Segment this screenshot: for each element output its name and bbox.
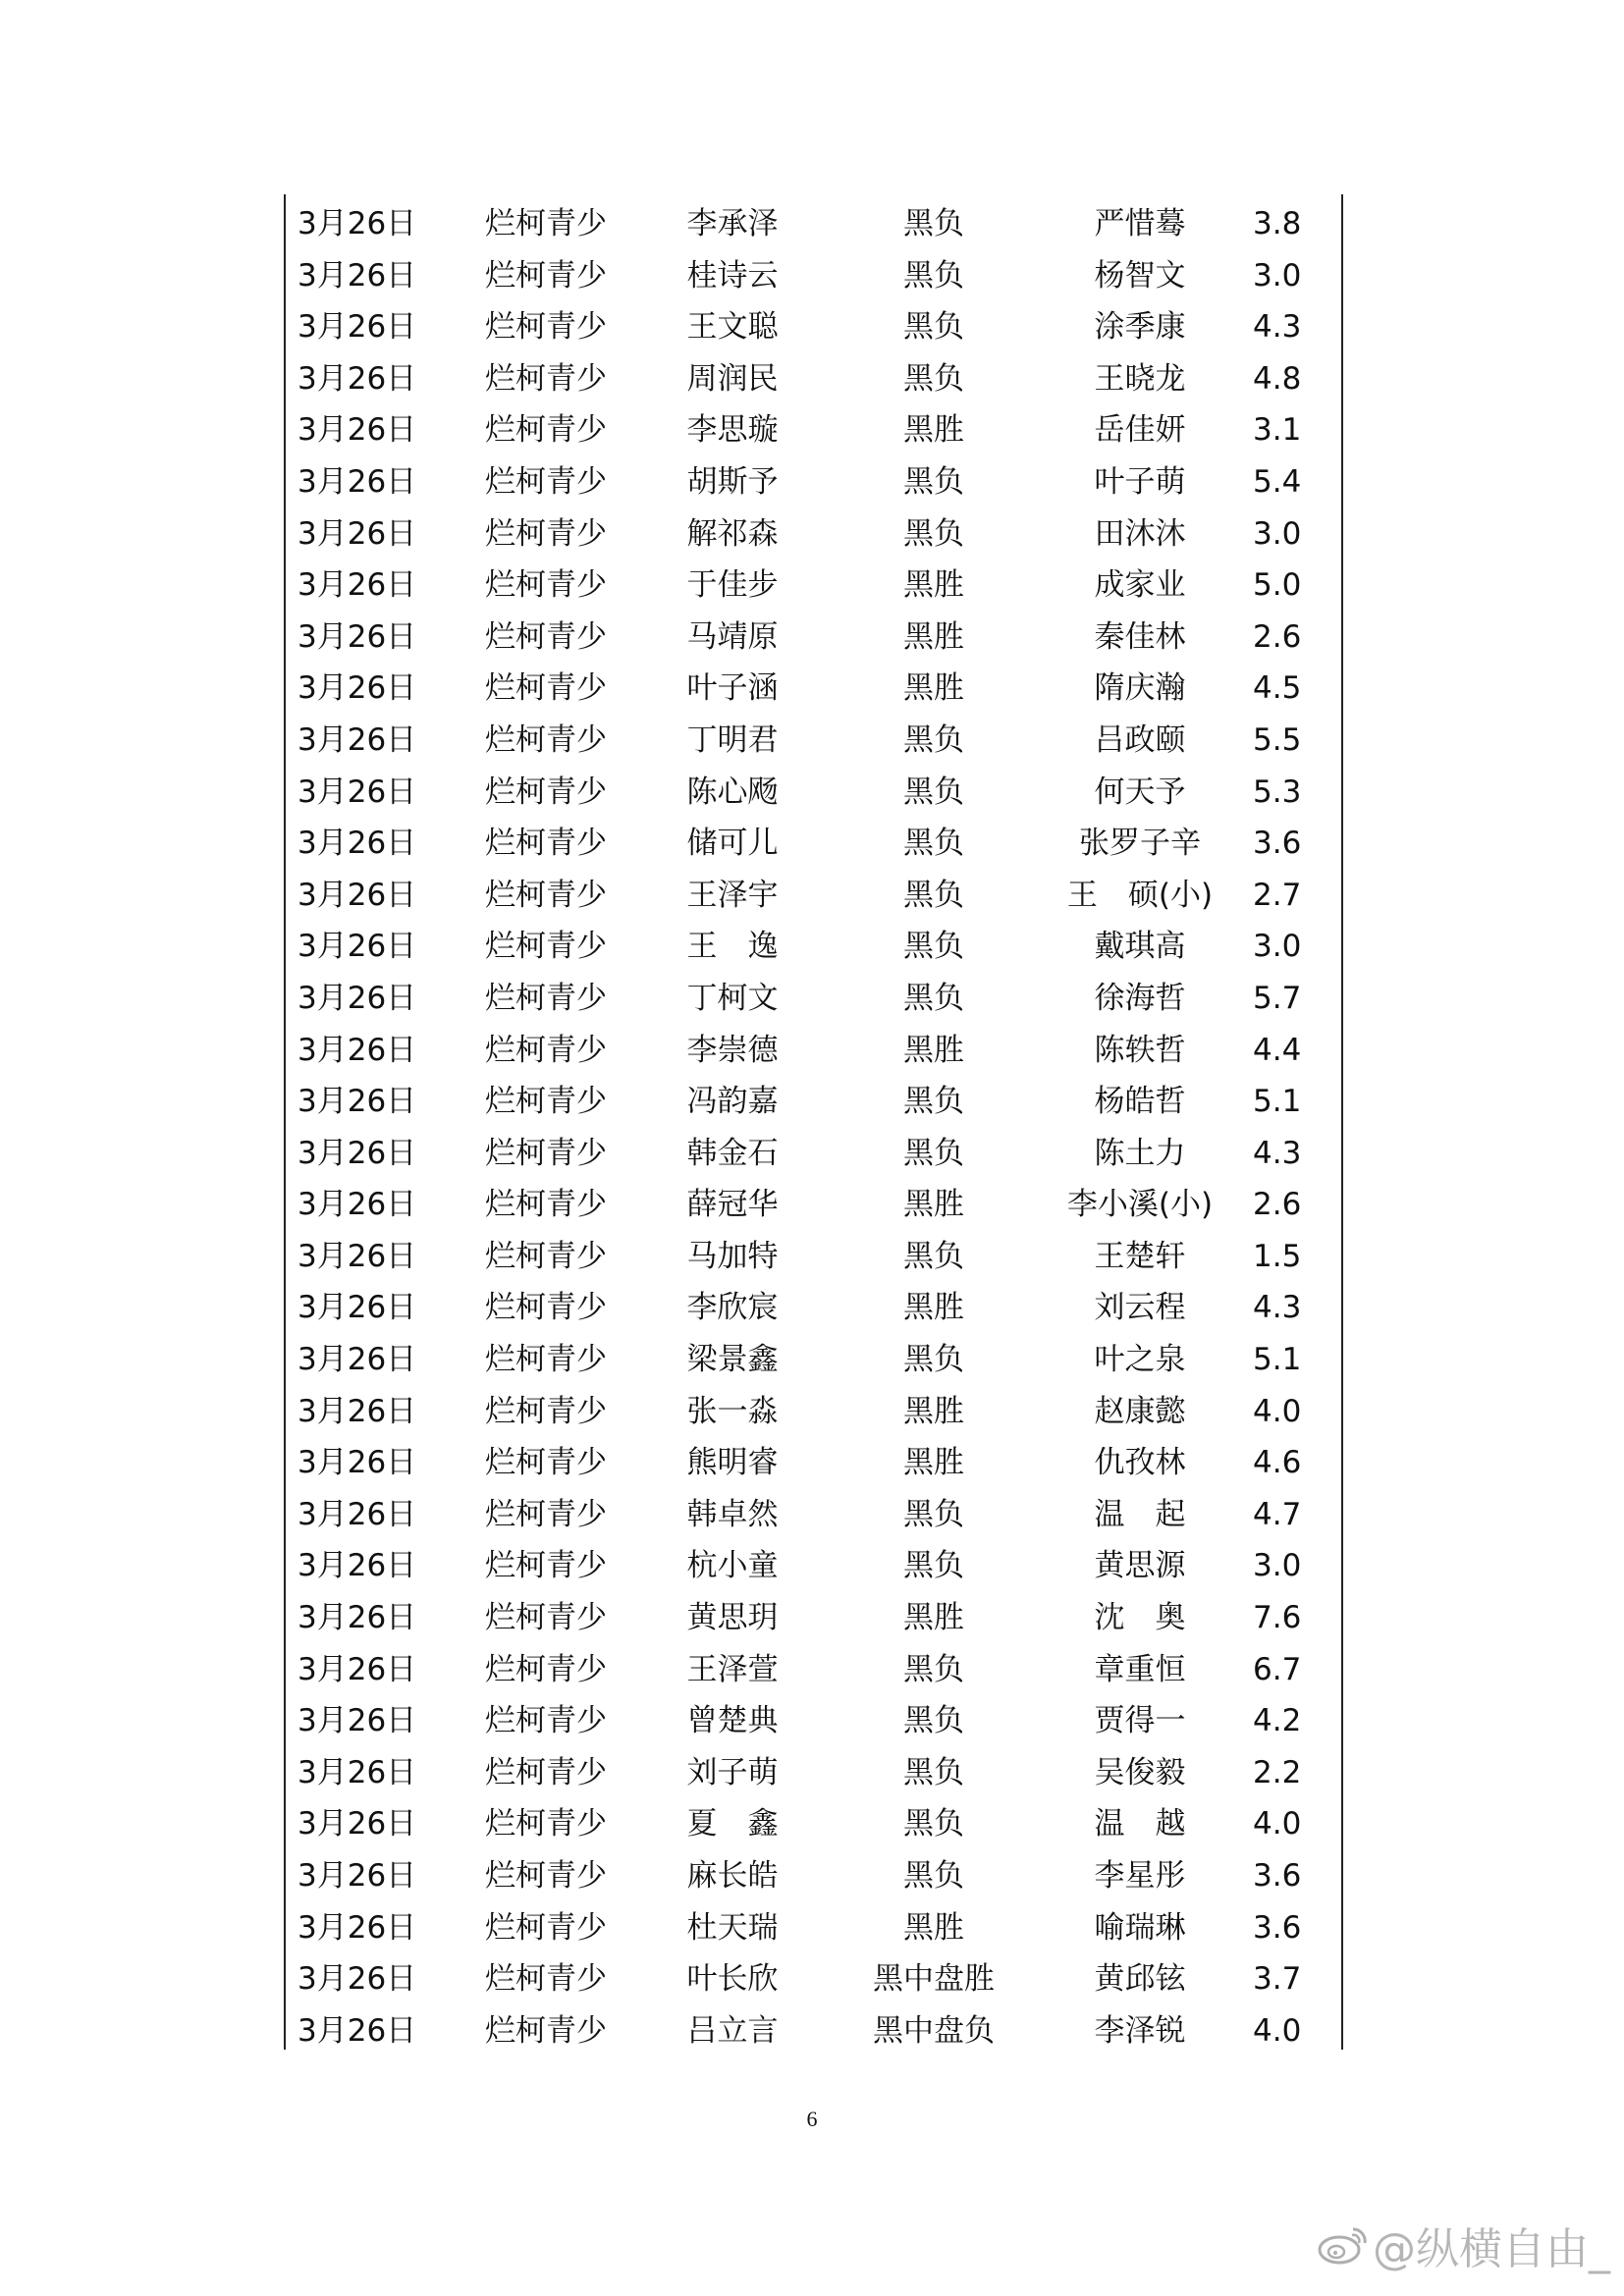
- table-row: [286, 301, 1341, 353]
- black-player-cell: 李崇德: [686, 1032, 779, 1068]
- result-cell: 黑负: [903, 1858, 964, 1894]
- table-row: [286, 1179, 1341, 1231]
- white-player-cell: 涂季康: [1094, 309, 1186, 346]
- black-player-cell: 薛冠华: [686, 1187, 779, 1223]
- result-cell: 黑负: [903, 1238, 964, 1274]
- table-row: [286, 767, 1341, 819]
- score-cell: 4.0: [1253, 2012, 1302, 2049]
- score-cell: 4.5: [1253, 670, 1302, 707]
- white-player-cell: 温 越: [1094, 1806, 1186, 1842]
- result-cell: 黑胜: [903, 618, 964, 655]
- table-row: [286, 1386, 1341, 1438]
- date-cell: 3月26日: [298, 721, 417, 758]
- table-row: [286, 921, 1341, 973]
- score-cell: 3.6: [1253, 1909, 1302, 1946]
- score-cell: 5.5: [1253, 721, 1302, 758]
- table-row: [286, 1489, 1341, 1541]
- score-cell: 5.0: [1253, 567, 1302, 604]
- white-player-cell: 李星彤: [1094, 1858, 1186, 1894]
- white-player-cell: 陈土力: [1094, 1135, 1186, 1171]
- table-row: [286, 1076, 1341, 1128]
- white-player-cell: 王楚轩: [1094, 1238, 1186, 1274]
- black-player-cell: 叶长欣: [686, 1961, 779, 1998]
- black-player-cell: 胡斯予: [686, 463, 779, 500]
- score-cell: 3.0: [1253, 1548, 1302, 1584]
- event-cell: 烂柯青少: [485, 515, 607, 552]
- black-player-cell: 丁柯文: [686, 980, 779, 1016]
- result-cell: 黑负: [903, 1342, 964, 1378]
- black-player-cell: 杜天瑞: [686, 1909, 779, 1946]
- white-player-cell: 何天予: [1094, 774, 1186, 810]
- black-player-cell: 王文聪: [686, 309, 779, 346]
- black-player-cell: 刘子萌: [686, 1754, 779, 1790]
- result-cell: 黑胜: [903, 1187, 964, 1223]
- score-cell: 5.7: [1253, 980, 1302, 1016]
- score-cell: 4.3: [1253, 309, 1302, 346]
- event-cell: 烂柯青少: [485, 463, 607, 500]
- white-player-cell: 戴琪高: [1094, 929, 1186, 965]
- date-cell: 3月26日: [298, 1342, 417, 1378]
- date-cell: 3月26日: [298, 1600, 417, 1636]
- black-player-cell: 张一淼: [686, 1393, 779, 1429]
- result-cell: 黑负: [903, 877, 964, 913]
- black-player-cell: 李思璇: [686, 412, 779, 449]
- white-player-cell: 秦佳林: [1094, 618, 1186, 655]
- page-number: 6: [806, 2107, 818, 2131]
- date-cell: 3月26日: [298, 463, 417, 500]
- score-cell: 4.3: [1253, 1135, 1302, 1171]
- date-cell: 3月26日: [298, 412, 417, 449]
- white-player-cell: 贾得一: [1094, 1703, 1186, 1739]
- date-cell: 3月26日: [298, 567, 417, 604]
- table-row: [286, 1231, 1341, 1283]
- event-cell: 烂柯青少: [485, 412, 607, 449]
- white-player-cell: 王 硕(小): [1066, 877, 1214, 913]
- date-cell: 3月26日: [298, 1135, 417, 1171]
- date-cell: 3月26日: [298, 774, 417, 810]
- black-player-cell: 李承泽: [686, 206, 779, 241]
- score-cell: 2.6: [1253, 1187, 1302, 1223]
- score-cell: 2.7: [1253, 877, 1302, 913]
- score-cell: 2.2: [1253, 1754, 1302, 1790]
- event-cell: 烂柯青少: [485, 1858, 607, 1894]
- date-cell: 3月26日: [298, 515, 417, 552]
- black-player-cell: 麻长皓: [686, 1858, 779, 1894]
- score-cell: 4.7: [1253, 1496, 1302, 1532]
- date-cell: 3月26日: [298, 360, 417, 397]
- black-player-cell: 梁景鑫: [686, 1342, 779, 1378]
- result-cell: 黑负: [903, 774, 964, 810]
- score-cell: 4.4: [1253, 1032, 1302, 1068]
- score-cell: 3.0: [1253, 929, 1302, 965]
- black-player-cell: 王泽萱: [686, 1651, 779, 1687]
- table-row: [286, 1437, 1341, 1489]
- score-cell: 3.6: [1253, 1858, 1302, 1894]
- white-player-cell: 章重恒: [1094, 1651, 1186, 1687]
- date-cell: 3月26日: [298, 206, 417, 241]
- table-row: [286, 973, 1341, 1025]
- white-player-cell: 王晓龙: [1094, 360, 1186, 397]
- event-cell: 烂柯青少: [485, 1445, 607, 1481]
- score-cell: 1.5: [1253, 1238, 1302, 1274]
- event-cell: 烂柯青少: [485, 721, 607, 758]
- table-row: [286, 1644, 1341, 1696]
- date-cell: 3月26日: [298, 1032, 417, 1068]
- result-cell: 黑中盘胜: [873, 1961, 995, 1998]
- event-cell: 烂柯青少: [485, 929, 607, 965]
- event-cell: 烂柯青少: [485, 670, 607, 707]
- score-cell: 3.7: [1253, 1961, 1302, 1998]
- black-player-cell: 马加特: [686, 1238, 779, 1274]
- result-cell: 黑中盘负: [873, 2012, 995, 2049]
- white-player-cell: 吕政颐: [1094, 721, 1186, 758]
- score-cell: 4.0: [1253, 1806, 1302, 1842]
- event-cell: 烂柯青少: [485, 1651, 607, 1687]
- table-row: [286, 250, 1341, 302]
- table-row: [286, 1334, 1341, 1386]
- watermark-text: @纵横自由_: [1373, 2224, 1610, 2274]
- table-row: [286, 612, 1341, 664]
- result-cell: 黑负: [903, 1754, 964, 1790]
- table-row: [286, 715, 1341, 767]
- date-cell: 3月26日: [298, 877, 417, 913]
- event-cell: 烂柯青少: [485, 1496, 607, 1532]
- date-cell: 3月26日: [298, 1548, 417, 1584]
- table-row: [286, 663, 1341, 715]
- black-player-cell: 吕立言: [686, 2012, 779, 2049]
- white-player-cell: 赵康懿: [1094, 1393, 1186, 1429]
- score-cell: 4.6: [1253, 1445, 1302, 1481]
- table-row: [286, 508, 1341, 561]
- black-player-cell: 王泽宇: [686, 877, 779, 913]
- event-cell: 烂柯青少: [485, 1703, 607, 1739]
- table-row: [286, 1025, 1341, 1077]
- table-row: [286, 1128, 1341, 1180]
- table-row: [286, 1592, 1341, 1644]
- result-cell: 黑胜: [903, 1393, 964, 1429]
- result-cell: 黑负: [903, 1135, 964, 1171]
- white-player-cell: 黄邱铉: [1094, 1961, 1186, 1998]
- score-cell: 4.3: [1253, 1290, 1302, 1326]
- event-cell: 烂柯青少: [485, 1393, 607, 1429]
- score-cell: 4.8: [1253, 360, 1302, 397]
- score-cell: 3.0: [1253, 257, 1302, 294]
- date-cell: 3月26日: [298, 1290, 417, 1326]
- black-player-cell: 储可儿: [686, 826, 779, 862]
- date-cell: 3月26日: [298, 257, 417, 294]
- date-cell: 3月26日: [298, 1393, 417, 1429]
- white-player-cell: 叶之泉: [1094, 1342, 1186, 1378]
- white-player-cell: 喻瑞琳: [1094, 1909, 1186, 1946]
- result-cell: 黑负: [903, 1806, 964, 1842]
- date-cell: 3月26日: [298, 980, 417, 1016]
- date-cell: 3月26日: [298, 1961, 417, 1998]
- table-row: [286, 1798, 1341, 1850]
- table-row: [286, 198, 1341, 250]
- black-player-cell: 冯韵嘉: [686, 1084, 779, 1120]
- white-player-cell: 隋庆瀚: [1094, 670, 1186, 707]
- black-player-cell: 王 逸: [686, 929, 779, 965]
- score-cell: 4.0: [1253, 1393, 1302, 1429]
- event-cell: 烂柯青少: [485, 1238, 607, 1274]
- table-row: [286, 1902, 1341, 1954]
- event-cell: 烂柯青少: [485, 1084, 607, 1120]
- event-cell: 烂柯青少: [485, 1032, 607, 1068]
- score-cell: 5.1: [1253, 1342, 1302, 1378]
- black-player-cell: 桂诗云: [686, 257, 779, 294]
- table-row: [286, 456, 1341, 508]
- event-cell: 烂柯青少: [485, 360, 607, 397]
- score-cell: 6.7: [1253, 1651, 1302, 1687]
- result-cell: 黑胜: [903, 412, 964, 449]
- white-player-cell: 温 起: [1094, 1496, 1186, 1532]
- event-cell: 烂柯青少: [485, 1600, 607, 1636]
- black-player-cell: 夏 鑫: [686, 1806, 779, 1842]
- date-cell: 3月26日: [298, 670, 417, 707]
- black-player-cell: 曾楚典: [686, 1703, 779, 1739]
- result-cell: 黑负: [903, 1703, 964, 1739]
- black-player-cell: 马靖原: [686, 618, 779, 655]
- black-player-cell: 韩金石: [686, 1135, 779, 1171]
- date-cell: 3月26日: [298, 929, 417, 965]
- table-row: [286, 1282, 1341, 1334]
- result-cell: 黑负: [903, 1651, 964, 1687]
- white-player-cell: 仇孜林: [1094, 1445, 1186, 1481]
- result-cell: 黑负: [903, 929, 964, 965]
- results-table: [286, 198, 1341, 2056]
- event-cell: 烂柯青少: [485, 257, 607, 294]
- score-cell: 5.1: [1253, 1084, 1302, 1120]
- score-cell: 3.1: [1253, 412, 1302, 449]
- score-cell: 4.2: [1253, 1703, 1302, 1739]
- score-cell: 3.0: [1253, 515, 1302, 552]
- white-player-cell: 严惜蓦: [1094, 206, 1186, 241]
- white-player-cell: 陈轶哲: [1094, 1032, 1186, 1068]
- black-player-cell: 李欣宸: [686, 1290, 779, 1326]
- result-cell: 黑负: [903, 826, 964, 862]
- event-cell: 烂柯青少: [485, 1909, 607, 1946]
- result-cell: 黑胜: [903, 1032, 964, 1068]
- date-cell: 3月26日: [298, 1754, 417, 1790]
- date-cell: 3月26日: [298, 1445, 417, 1481]
- white-player-cell: 刘云程: [1094, 1290, 1186, 1326]
- score-cell: 3.6: [1253, 826, 1302, 862]
- white-player-cell: 徐海哲: [1094, 980, 1186, 1016]
- result-cell: 黑胜: [903, 1445, 964, 1481]
- event-cell: 烂柯青少: [485, 1187, 607, 1223]
- score-cell: 5.4: [1253, 463, 1302, 500]
- white-player-cell: 吴俊毅: [1094, 1754, 1186, 1790]
- table-row: [286, 560, 1341, 612]
- score-cell: 3.8: [1253, 206, 1302, 241]
- black-player-cell: 丁明君: [686, 721, 779, 758]
- result-cell: 黑胜: [903, 1909, 964, 1946]
- table-row: [286, 870, 1341, 922]
- result-cell: 黑胜: [903, 567, 964, 604]
- watermark: [1316, 2214, 1610, 2276]
- table-row: [286, 2005, 1341, 2057]
- event-cell: 烂柯青少: [485, 2012, 607, 2049]
- table-row: [286, 1850, 1341, 1902]
- black-player-cell: 熊明睿: [686, 1445, 779, 1481]
- event-cell: 烂柯青少: [485, 877, 607, 913]
- result-cell: 黑负: [903, 980, 964, 1016]
- white-player-cell: 杨智文: [1094, 257, 1186, 294]
- black-player-cell: 黄思玥: [686, 1600, 779, 1636]
- black-player-cell: 陈心飏: [686, 774, 779, 810]
- result-cell: 黑负: [903, 463, 964, 500]
- date-cell: 3月26日: [298, 2012, 417, 2049]
- event-cell: 烂柯青少: [485, 1135, 607, 1171]
- white-player-cell: 叶子萌: [1094, 463, 1186, 500]
- event-cell: 烂柯青少: [485, 309, 607, 346]
- black-player-cell: 韩卓然: [686, 1496, 779, 1532]
- event-cell: 烂柯青少: [485, 826, 607, 862]
- event-cell: 烂柯青少: [485, 1548, 607, 1584]
- white-player-cell: 田沐沐: [1094, 515, 1186, 552]
- date-cell: 3月26日: [298, 1858, 417, 1894]
- event-cell: 烂柯青少: [485, 774, 607, 810]
- event-cell: 烂柯青少: [485, 567, 607, 604]
- result-cell: 黑胜: [903, 1600, 964, 1636]
- date-cell: 3月26日: [298, 1238, 417, 1274]
- result-cell: 黑负: [903, 206, 964, 241]
- date-cell: 3月26日: [298, 1496, 417, 1532]
- table-row: [286, 1540, 1341, 1592]
- score-cell: 7.6: [1253, 1600, 1302, 1636]
- result-cell: 黑负: [903, 309, 964, 346]
- white-player-cell: 沈 奥: [1094, 1600, 1186, 1636]
- result-cell: 黑负: [903, 1496, 964, 1532]
- date-cell: 3月26日: [298, 1084, 417, 1120]
- date-cell: 3月26日: [298, 826, 417, 862]
- result-cell: 黑负: [903, 1548, 964, 1584]
- weibo-icon: [1316, 2223, 1369, 2267]
- white-player-cell: 杨皓哲: [1094, 1084, 1186, 1120]
- event-cell: 烂柯青少: [485, 1342, 607, 1378]
- black-player-cell: 周润民: [686, 360, 779, 397]
- table-row: [286, 818, 1341, 870]
- white-player-cell: 成家业: [1094, 567, 1186, 604]
- black-player-cell: 叶子涵: [686, 670, 779, 707]
- black-player-cell: 于佳步: [686, 567, 779, 604]
- event-cell: 烂柯青少: [485, 1806, 607, 1842]
- result-cell: 黑胜: [903, 1290, 964, 1326]
- table-row: [286, 1695, 1341, 1747]
- white-player-cell: 黄思源: [1094, 1548, 1186, 1584]
- table-row: [286, 1747, 1341, 1799]
- table-row: [286, 1953, 1341, 2005]
- date-cell: 3月26日: [298, 1806, 417, 1842]
- event-cell: 烂柯青少: [485, 1961, 607, 1998]
- event-cell: 烂柯青少: [485, 980, 607, 1016]
- black-player-cell: 杭小童: [686, 1548, 779, 1584]
- date-cell: 3月26日: [298, 309, 417, 346]
- date-cell: 3月26日: [298, 618, 417, 655]
- event-cell: 烂柯青少: [485, 618, 607, 655]
- white-player-cell: 张罗子辛: [1079, 826, 1201, 862]
- table-row: [286, 404, 1341, 456]
- white-player-cell: 李小溪(小): [1066, 1187, 1214, 1223]
- result-cell: 黑负: [903, 515, 964, 552]
- score-cell: 5.3: [1253, 774, 1302, 810]
- result-cell: 黑负: [903, 257, 964, 294]
- date-cell: 3月26日: [298, 1651, 417, 1687]
- result-cell: 黑负: [903, 360, 964, 397]
- white-player-cell: 李泽锐: [1094, 2012, 1186, 2049]
- date-cell: 3月26日: [298, 1703, 417, 1739]
- result-cell: 黑胜: [903, 670, 964, 707]
- event-cell: 烂柯青少: [485, 206, 607, 241]
- score-cell: 2.6: [1253, 618, 1302, 655]
- result-cell: 黑负: [903, 721, 964, 758]
- event-cell: 烂柯青少: [485, 1290, 607, 1326]
- white-player-cell: 岳佳妍: [1094, 412, 1186, 449]
- table-row: [286, 353, 1341, 405]
- result-cell: 黑负: [903, 1084, 964, 1120]
- black-player-cell: 解祁森: [686, 515, 779, 552]
- event-cell: 烂柯青少: [485, 1754, 607, 1790]
- date-cell: 3月26日: [298, 1187, 417, 1223]
- date-cell: 3月26日: [298, 1909, 417, 1946]
